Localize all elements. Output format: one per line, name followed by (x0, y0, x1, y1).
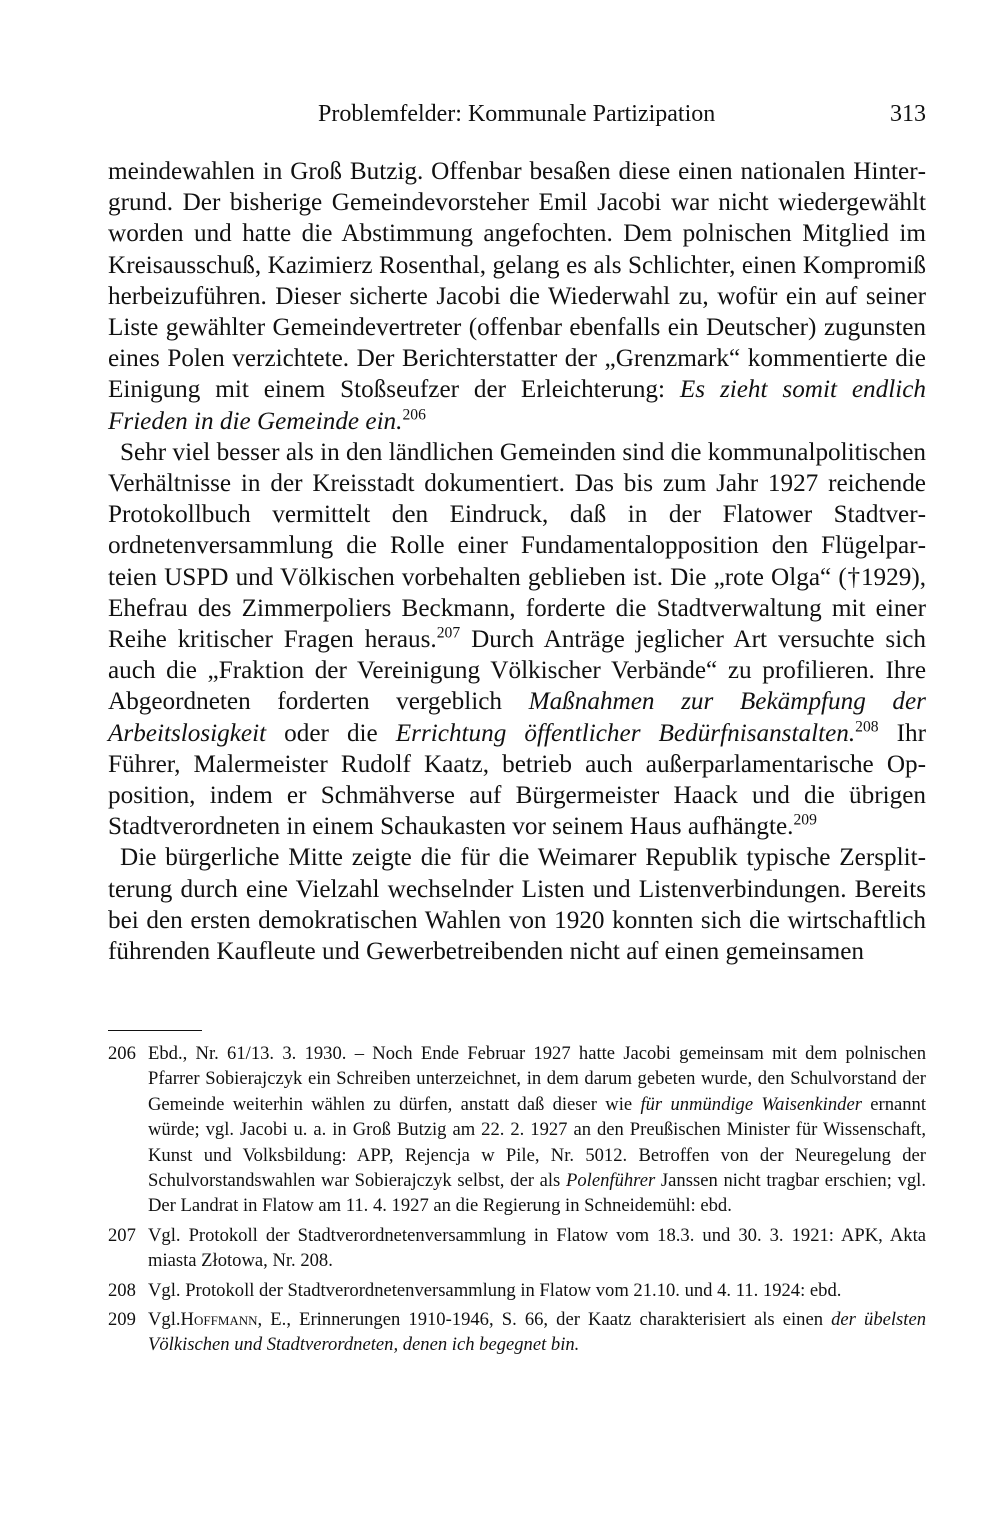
footnote-quote: der übelsten Völkischen und Stadtverordneten, denen ich begegnet bin. (148, 1309, 926, 1356)
footnote-ref-206: 206 (402, 406, 426, 424)
footnote-ref-208: 208 (855, 718, 879, 736)
footnote-number: 208 (108, 1279, 136, 1301)
footnote-208 (108, 1278, 926, 1303)
footnote-text: Vgl. Protokoll der Stadtverordnetenversammlung in Flatow vom 21.10. und 4. 11. 1924: ebd. (148, 1279, 842, 1301)
page-number: 313 (890, 101, 926, 127)
paragraph-1 (108, 156, 926, 437)
paragraph-3-text: Die bürgerliche Mitte zeigte die für die Weimarer Republik typische Zersplitterung durch eine Vielzahl wechselnder Listen und Listenverbindungen. Bereits bei den ersten demokratischen Wahlen von 1920 konnten sich die wirtschaftlich führenden Kaufleute und Gewerbetreibenden nicht auf einen gemeinsamen (108, 844, 926, 966)
footnote-number: 207 (108, 1224, 136, 1246)
paragraph-2-text-b: Durch Anträge jeglicher Art versuchte sich auch die „Fraktion der Vereinigung Völkischer Verbände“ zu profilieren. Ihre Abgeordneten forderten vergeblich (108, 626, 926, 716)
running-header (108, 96, 926, 132)
footnote-text: , E., Erinnerungen 1910-1946, S. 66, der Kaatz charakterisiert als einen (257, 1309, 832, 1331)
footnotes (108, 1041, 926, 1362)
running-title: Problemfelder: Kommunale Partizipation (318, 101, 716, 127)
paragraph-2-text-d: Ihr Führer, Malermeister Rudolf Kaatz, betrieb auch außerparlamentarische Opposition, indem er Schmähverse auf Bürgermeister Haack und die übrigen Stadtverordneten in einem Schaukasten vor seinem Haus aufhängte. (108, 719, 926, 841)
footnote-ref-209: 209 (793, 811, 817, 829)
footnote-separator (108, 1030, 202, 1031)
paragraph-2-text-a: Sehr viel besser als in den ländlichen Gemeinden sind die kommunalpolitischen Verhältnisse in der Kreisstadt dokumentiert. Das bis zum Jahr 1927 reichende Protokollbuch vermittelt den Eindruck, daß in der Flatower Stadtverordnetenversammlung die Rolle einer Fundamentalopposition den Flügelparteien USPD und Völkischen vorbehalten geblieben ist. Die „rote Olga“ (†1929), Ehefrau des Zimmerpoliers Beckmann, forderte die Stadtverwaltung mit einer Reihe kritischer Fragen heraus. (108, 438, 926, 654)
paragraph-2 (108, 437, 926, 843)
main-text (108, 156, 926, 967)
footnote-text: Janssen nicht tragbar erschien; vgl. Der Landrat in Flatow am 11. 4. 1927 an die Regierung in Schneidemühl: ebd. (148, 1170, 926, 1217)
footnote-number: 206 (108, 1043, 136, 1064)
footnote-text: Vgl. (148, 1309, 181, 1331)
footnote-207 (108, 1223, 926, 1274)
footnote-206 (108, 1041, 926, 1219)
footnote-author: Hoffmann (180, 1309, 258, 1331)
footnote-text: ernannt würde; vgl. Jacobi u. a. in Groß Butzig am 22. 2. 1927 an den Preußischen Minister für Wissenschaft, Kunst und Volksbildung: APP, Rejencja w Pile, Nr. 5012. Betroffen von der Neuregelung der Schulvorstandswahlen war Sobierajczyk selbst, der als (148, 1093, 927, 1192)
paragraph-1-text: meindewahlen in Groß Butzig. Offenbar besaßen diese einen nationalen Hintergrund. Der bisherige Gemeindevorsteher Emil Jacobi war nicht wiedergewählt worden und hatte die Abstimmung angefochten. Dem polnischen Mitglied im Kreisausschuß, Kazimierz Rosenthal, gelang es als Schlichter, einen Kompromiß herbeizuführen. Dieser sicherte Jacobi die Wiederwahl zu, wofür ein auf seiner Liste gewählter Gemeindevertreter (offenbar ebenfalls ein Deutscher) zugunsten eines Polen verzichtete. Der Berichterstatter der „Grenzmark“ kommentierte die Einigung mit einem Stoßseufzer der Erleichterung: (108, 158, 926, 404)
footnote-209 (108, 1307, 926, 1358)
footnote-ref-207: 207 (436, 624, 461, 642)
footnote-text: Ebd., Nr. 61/13. 3. 1930. – Noch Ende Februar 1927 hatte Jacobi gemeinsam mit dem polnischen Pfarrer Sobierajczyk ein Schreiben unterzeichnet, in dem darum gebeten wurde, den Schulvorstand der Gemeinde weiterhin wählen zu dürfen, anstatt daß dieser wie (148, 1043, 926, 1115)
paragraph-1-quote: Es zieht somit endlich Frieden in die Gemeinde ein. (108, 376, 927, 435)
footnote-number: 209 (108, 1309, 136, 1331)
footnote-text: Vgl. Protokoll der Stadtverordnetenversammlung in Flatow vom 18.3. und 30. 3. 1921: APK, Akta miasta Złotowa, Nr. 208. (148, 1224, 926, 1272)
paragraph-2-quote-a: Maßnahmen zur Bekämpfung der Arbeitslosigkeit (108, 688, 926, 747)
footnote-quote: für unmündige Waisenkinder (640, 1093, 862, 1115)
paragraph-3 (108, 842, 926, 967)
footnote-quote: Polenführer (566, 1170, 656, 1192)
paragraph-2-text-c: oder die (266, 719, 396, 747)
paragraph-2-quote-b: Errichtung öffentlicher Bedürfnisanstalten. (395, 719, 856, 747)
